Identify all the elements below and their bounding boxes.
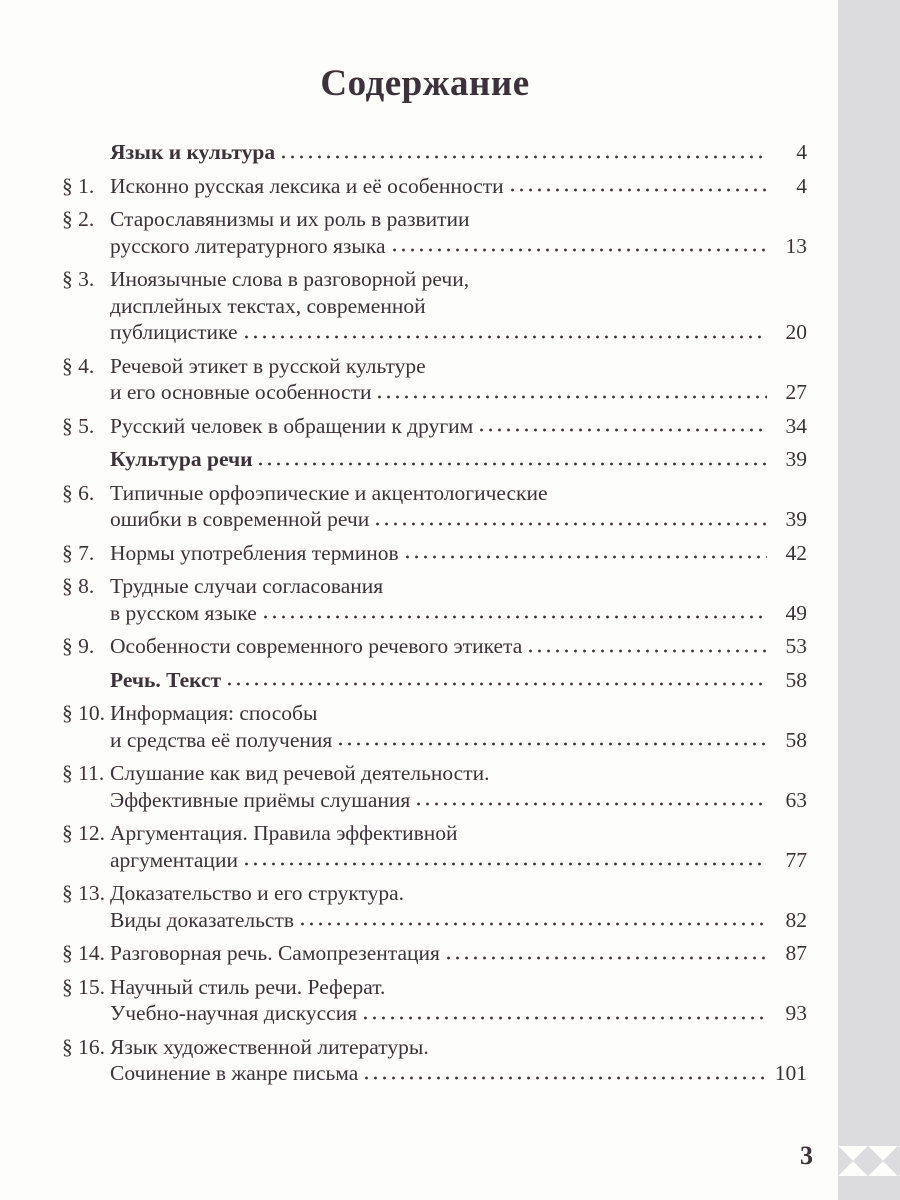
entry-line — [110, 600, 807, 627]
entry-body — [110, 206, 807, 259]
toc-entry — [62, 206, 807, 259]
entry-line — [110, 667, 807, 694]
entry-title-text: Эффективные приёмы слушания — [110, 787, 411, 812]
entry-line — [110, 379, 807, 406]
entry-title-text: Язык художественной литературы. — [110, 1034, 429, 1059]
toc-entry — [62, 480, 807, 533]
toc-entry — [62, 353, 807, 406]
entry-body — [110, 940, 807, 967]
entry-title-text: и его основные особенности — [110, 380, 372, 404]
entry-number: § 15. — [62, 974, 105, 999]
entry-page-number: 20 — [785, 320, 807, 344]
entry-title-text: Русский человек в обращении к другим — [110, 413, 474, 438]
entry-body — [110, 667, 807, 694]
entry-page-number: 42 — [785, 540, 807, 565]
entry-title-text: Иноязычные слова в разговорной речи, — [110, 267, 470, 291]
toc-entry — [62, 540, 807, 567]
entry-page-number: 87 — [785, 941, 807, 965]
dot-leader — [256, 461, 767, 467]
entry-line — [110, 506, 807, 533]
entry-line — [110, 633, 807, 660]
entry-title-text: Виды доказательств — [110, 907, 294, 932]
dot-leader — [225, 681, 767, 687]
entry-title-text: Нормы употребления терминов — [110, 540, 399, 565]
toc-entry — [62, 1034, 807, 1087]
entry-line — [110, 573, 807, 600]
entry-body — [110, 700, 807, 753]
entry-body — [110, 820, 807, 873]
toc-entry — [62, 700, 807, 753]
dot-leader — [298, 921, 767, 927]
entry-body — [110, 173, 807, 200]
dot-leader — [414, 801, 767, 807]
toc-entry — [62, 760, 807, 813]
entry-title-text: Речь. Текст — [110, 667, 222, 692]
entry-line — [110, 847, 807, 874]
toc-entry — [62, 820, 807, 873]
page-edge-strip — [838, 0, 900, 1200]
entry-page-number: 77 — [785, 847, 807, 872]
dot-leader — [477, 427, 767, 433]
entry-title-text: и средства её получения — [110, 727, 333, 752]
entry-line — [110, 233, 807, 260]
entry-body — [110, 573, 807, 626]
toc-entry — [62, 266, 807, 346]
dot-leader — [375, 394, 767, 400]
entry-body — [110, 139, 807, 166]
entry-page-number: 101 — [774, 1061, 807, 1085]
entry-line — [110, 820, 807, 847]
entry-body — [110, 353, 807, 406]
entry-page-number: 63 — [785, 787, 807, 812]
table-of-contents — [62, 139, 807, 1094]
entry-title-text: Аргументация. Правила эффективной — [110, 821, 458, 845]
dot-leader — [508, 187, 767, 193]
diamond-ornament-icon — [838, 1146, 900, 1176]
entry-number: § 5. — [62, 413, 95, 438]
toc-section — [62, 139, 807, 166]
entry-number — [62, 446, 110, 473]
entry-page-number: 93 — [785, 1001, 807, 1025]
entry-body — [110, 760, 807, 813]
toc-entry — [62, 573, 807, 626]
entry-page-number: 13 — [785, 233, 807, 258]
entry-title-text: Трудные случаи согласования — [110, 574, 384, 598]
toc-entry — [62, 413, 807, 440]
entry-line — [110, 446, 807, 473]
entry-title-text: в русском языке — [110, 600, 257, 625]
entry-line — [110, 266, 807, 293]
entry-title-text: Разговорная речь. Самопрезентация — [110, 941, 440, 965]
entry-title-text: Особенности современного речевого этикета — [110, 634, 523, 658]
entry-title-text: Сочинение в жанре письма — [110, 1061, 359, 1085]
entry-line — [110, 787, 807, 814]
entry-title-text: Слушание как вид речевой деятельности. — [110, 761, 490, 785]
entry-line — [110, 1000, 807, 1027]
toc-entry — [62, 173, 807, 200]
entry-title-text: Доказательство и его структура. — [110, 881, 405, 905]
entry-number — [62, 139, 110, 166]
entry-page-number: 34 — [785, 413, 807, 438]
entry-page-number: 53 — [785, 634, 807, 658]
entry-line — [110, 907, 807, 934]
entry-body — [110, 446, 807, 473]
entry-line — [110, 293, 807, 320]
entry-page-number: 58 — [785, 727, 807, 752]
dot-leader — [361, 1015, 767, 1021]
page-title: Содержание — [320, 63, 530, 104]
entry-number: § 4. — [62, 353, 95, 378]
entry-page-number: 39 — [785, 507, 807, 531]
entry-line — [110, 760, 807, 787]
entry-number: § 6. — [62, 480, 95, 505]
entry-line — [110, 700, 807, 727]
entry-line — [110, 974, 807, 1001]
entry-title-text: Язык и культура — [110, 140, 276, 164]
entry-line — [110, 413, 807, 440]
entry-number: § 1. — [62, 173, 95, 198]
entry-number: § 10. — [62, 701, 105, 725]
entry-page-number: 4 — [796, 140, 807, 164]
entry-number: § 9. — [62, 634, 95, 658]
entry-title-text: Учебно-научная дискуссия — [110, 1001, 358, 1025]
entry-line — [110, 880, 807, 907]
entry-body — [110, 480, 807, 533]
toc-entry — [62, 974, 807, 1027]
entry-title-text: Речевой этикет в русской культуре — [110, 353, 426, 378]
entry-title-text: Исконно русская лексика и её особенности — [110, 173, 504, 198]
entry-body — [110, 880, 807, 933]
entry-number: § 7. — [62, 540, 95, 565]
entry-line — [110, 353, 807, 380]
page-number: 3 — [800, 1141, 813, 1170]
entry-page-number: 39 — [785, 447, 807, 471]
entry-page-number: 27 — [785, 380, 807, 404]
toc-section — [62, 446, 807, 473]
entry-page-number: 49 — [785, 600, 807, 625]
entry-body — [110, 413, 807, 440]
dot-leader — [336, 741, 767, 747]
entry-title-text: Научный стиль речи. Реферат. — [110, 974, 386, 999]
entry-number: § 13. — [62, 881, 105, 905]
entry-number: § 2. — [62, 207, 95, 231]
entry-title-text: аргументации — [110, 847, 238, 872]
entry-line — [110, 173, 807, 200]
dot-leader — [390, 247, 768, 253]
entry-page-number: 58 — [785, 667, 807, 692]
dot-leader — [279, 154, 767, 160]
entry-line — [110, 540, 807, 567]
entry-title-text: Информация: способы — [110, 701, 318, 725]
entry-number: § 11. — [62, 761, 105, 785]
entry-number: § 12. — [62, 821, 105, 845]
dot-leader — [362, 1075, 767, 1081]
dot-leader — [242, 334, 767, 340]
dot-leader — [242, 861, 767, 867]
dot-leader — [526, 648, 767, 654]
dot-leader — [261, 614, 767, 620]
entry-title-text: Культура речи — [110, 447, 253, 471]
dot-leader — [373, 521, 767, 527]
entry-body — [110, 1034, 807, 1087]
entry-line — [110, 1060, 807, 1087]
entry-body — [110, 633, 807, 660]
entry-body — [110, 974, 807, 1027]
entry-body — [110, 540, 807, 567]
entry-line — [110, 1034, 807, 1061]
toc-entry — [62, 880, 807, 933]
toc-section — [62, 667, 807, 694]
entry-title-text: ошибки в современной речи — [110, 507, 370, 531]
entry-number: § 14. — [62, 941, 105, 965]
entry-page-number: 82 — [785, 907, 807, 932]
entry-line — [110, 480, 807, 507]
entry-number: § 16. — [62, 1034, 105, 1059]
entry-page-number: 4 — [796, 173, 807, 198]
dot-leader — [444, 955, 767, 961]
entry-number: § 8. — [62, 574, 95, 598]
entry-title-text: Типичные орфоэпические и акцентологические — [110, 480, 548, 505]
dot-leader — [403, 554, 767, 560]
entry-line — [110, 139, 807, 166]
entry-number — [62, 667, 110, 694]
entry-title-text: Старославянизмы и их роль в развитии — [110, 207, 470, 231]
entry-line — [110, 940, 807, 967]
entry-body — [110, 266, 807, 346]
entry-title-text: русского литературного языка — [110, 233, 386, 258]
entry-line — [110, 319, 807, 346]
entry-number: § 3. — [62, 267, 95, 291]
entry-line — [110, 727, 807, 754]
toc-entry — [62, 940, 807, 967]
entry-line — [110, 206, 807, 233]
entry-title-text: публицистике — [110, 320, 238, 344]
entry-title-text: дисплейных текстах, современной — [110, 293, 426, 318]
toc-entry — [62, 633, 807, 660]
